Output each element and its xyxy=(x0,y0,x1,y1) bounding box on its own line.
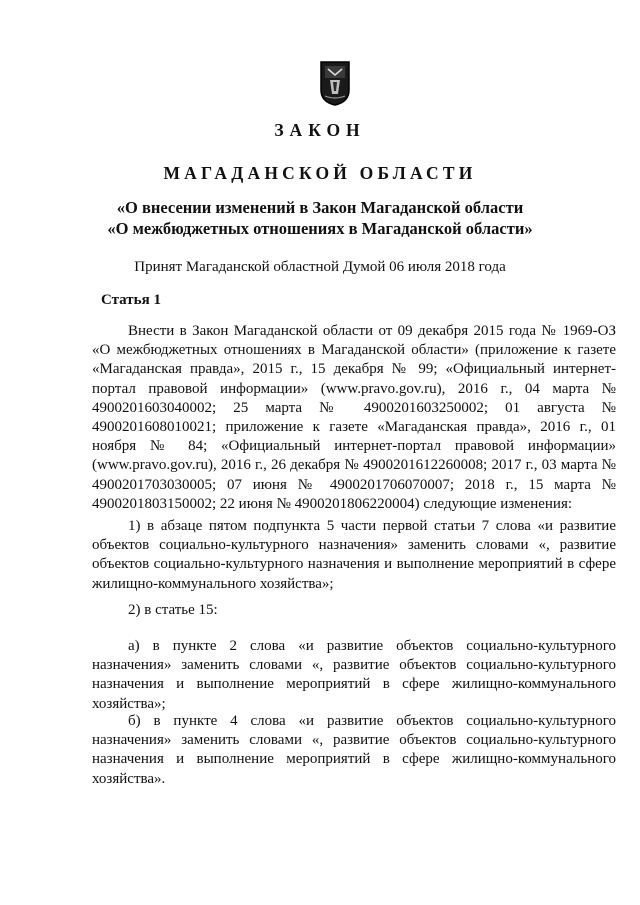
amendment-item-2: 2) в статье 15: xyxy=(128,602,218,618)
amendment-item-2a: а) в пункте 2 слова «и развитие объектов социально-культурного назначения» заменить словами «, развитие объектов социально-культурного назначения и выполнение мероприятий в сфере жилищно-коммунального хозяйства»; xyxy=(92,638,616,712)
law-title: ЗАКОН xyxy=(274,120,366,140)
law-subtitle-line-2: «О межбюджетных отношениях в Магаданской области» xyxy=(107,219,533,238)
article-heading: Статья 1 xyxy=(101,292,161,308)
adoption-line: Принят Магаданской областной Думой 06 июля 2018 года xyxy=(134,259,506,275)
amendment-item-1: 1) в абзаце пятом подпункта 5 части первой статьи 7 слова «и развитие объектов социально-культурного назначения» заменить словами «, развитие объектов социально-культурного назначения и выполнение мероприятий в сфере жилищно-коммунального хозяйства»; xyxy=(92,518,616,592)
region-title: МАГАДАНСКОЙ ОБЛАСТИ xyxy=(163,163,477,183)
law-subtitle-line-1: «О внесении изменений в Закон Магаданской области xyxy=(116,198,524,217)
magadan-coat-of-arms-icon xyxy=(319,60,351,106)
amendment-item-2b: б) в пункте 4 слова «и развитие объектов социально-культурного назначения» заменить словами «, развитие объектов социально-культурного назначения и выполнение мероприятий в сфере жилищно-коммунального хозяйства». xyxy=(92,713,616,787)
article-intro-paragraph: Внести в Закон Магаданской области от 09 декабря 2015 года № 1969-ОЗ «О межбюджетных отношениях в Магаданской области» (приложение к газете «Магаданская правда», 2015 г., 15 декабря № 99; «Официальный интернет-портал правовой информации» (www.pravo.gov.ru), 2016 г., 04 марта № 4900201603040002; 25 марта № 4900201603250002; 01 августа № 4900201608010021; приложение к газете «Магаданская правда», 2016 г., 01 ноября № 84; «Официальный интернет-портал правовой информации» (www.pravo.gov.ru), 2016 г., 26 декабря № 4900201612260008; 2017 г., 03 марта № 4900201703030005; 07 июня № 4900201706070007; 2018 г., 15 марта № 4900201803150002; 22 июня № 4900201806220004) следующие изменения: xyxy=(92,323,616,512)
